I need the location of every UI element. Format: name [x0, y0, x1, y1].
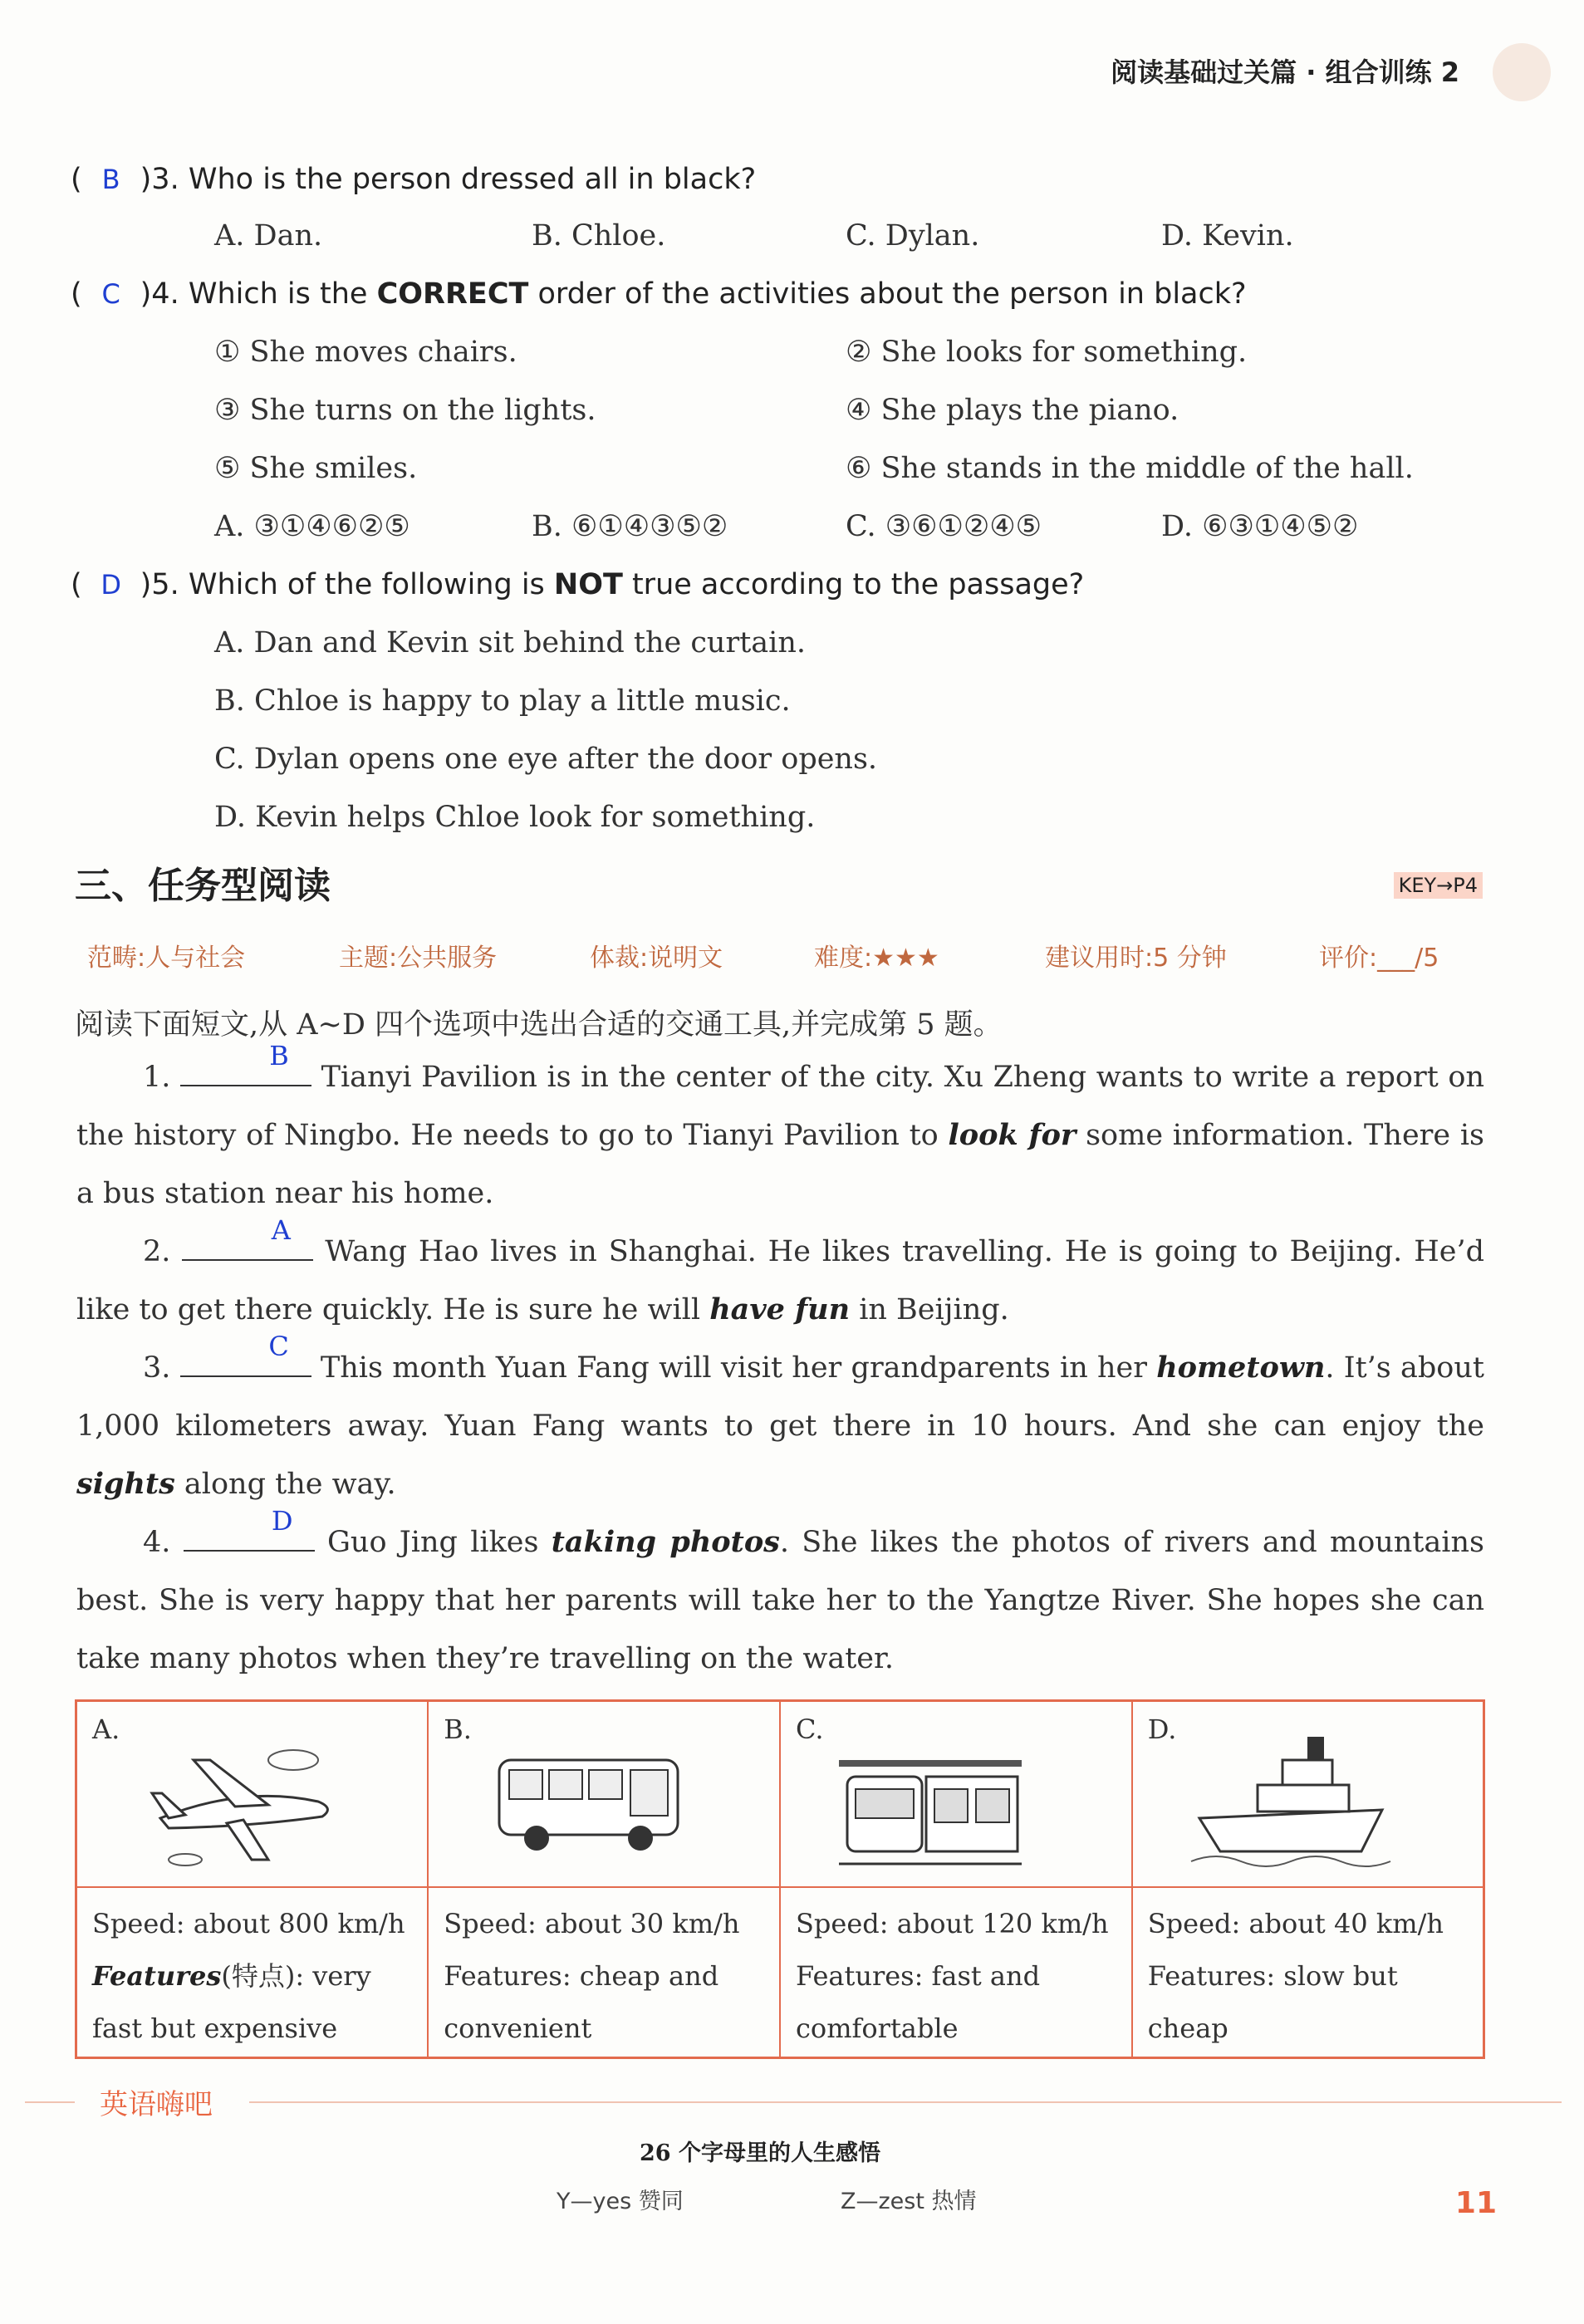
question-4: ( C )4. Which is the CORRECT order of the activities about the person in black?: [71, 277, 1247, 311]
passage-3: 3. C This month Yuan Fang will visit her grandparents in her hometown. It’s about 1,000 kilometers away. Yuan Fang wants to get there in 10 hours. And she can enjoy the sights along the way.: [76, 1331, 1484, 1501]
footer-title: 26 个字母里的人生感悟: [640, 2140, 880, 2166]
meta-category: 范畴:人与社会: [87, 944, 246, 973]
section-title: 三、任务型阅读: [75, 865, 331, 907]
page-number: 11: [1454, 2186, 1497, 2220]
answer-key-badge: KEY→P4: [1394, 872, 1483, 899]
meta-time: 建议用时:5 分钟: [1045, 944, 1227, 973]
option: D. Kevin helps Chloe look for something.: [214, 801, 816, 834]
ship-icon: [1183, 1727, 1399, 1876]
footer-rule-left: [25, 2101, 75, 2103]
airplane-icon: [144, 1735, 343, 1868]
question-5: ( D )5. Which of the following is NOT true according to the passage?: [71, 568, 1085, 601]
activity-item: ① She moves chairs.: [214, 336, 517, 369]
activity-item: ④ She plays the piano.: [846, 394, 1179, 427]
option-b-picture-cell: B.: [428, 1701, 780, 1888]
option: A. Dan.: [214, 219, 323, 253]
activity-item: ② She looks for something.: [846, 336, 1248, 369]
option: A. Dan and Kevin sit behind the curtain.: [214, 626, 806, 659]
blank-3: C: [180, 1351, 311, 1377]
meta-score: 评价:___/5: [1319, 944, 1439, 973]
option: C. ③⑥①②④⑤: [846, 510, 1042, 543]
activity-item: ⑥ She stands in the middle of the hall.: [846, 452, 1414, 485]
option: D. Kevin.: [1161, 219, 1294, 253]
transport-options-table: [75, 1699, 1485, 2059]
footer-z-entry: Z—zest 热情: [841, 2189, 977, 2214]
option: C. Dylan.: [846, 219, 980, 253]
activity-item: ③ She turns on the lights.: [214, 394, 596, 427]
answer-4: C: [101, 278, 120, 310]
option-d-info: Speed: about 40 km/h Features: slow but cheap: [1132, 1887, 1484, 2058]
activity-item: ⑤ She smiles.: [214, 452, 418, 485]
option-c-info: Speed: about 120 km/h Features: fast and comfortable: [780, 1887, 1132, 2058]
answer-3: B: [101, 164, 120, 195]
option: B. Chloe.: [532, 219, 666, 253]
meta-genre: 体裁:说明文: [590, 944, 723, 973]
option: A. ③①④⑥②⑤: [214, 510, 410, 543]
option: B. Chloe is happy to play a little music.: [214, 684, 791, 718]
passage-2: 2. A Wang Hao lives in Shanghai. He likes travelling. He is going to Beijing. He’d like to get there quickly. He is sure he will have fun in Beijing.: [76, 1214, 1484, 1326]
option-b-info: Speed: about 30 km/h Features: cheap and convenient: [428, 1887, 780, 2058]
option: B. ⑥①④③⑤②: [532, 510, 728, 543]
passage-4: 4. D Guo Jing likes taking photos. She likes the photos of rivers and mountains best. She is very happy that her parents will take her to the Yangtze River. She hopes she can take many photos when they’re travelling on the water.: [76, 1505, 1484, 1675]
train-icon: [831, 1743, 1030, 1876]
blank-1: B: [180, 1060, 311, 1086]
option-c-picture-cell: C.: [780, 1701, 1132, 1888]
blank-2: A: [182, 1234, 313, 1261]
page-header-title: 阅读基础过关篇 · 组合训练 2: [1111, 56, 1459, 88]
option-d-picture-cell: D.: [1132, 1701, 1484, 1888]
option-a-picture-cell: A.: [76, 1701, 429, 1888]
passage-1: 1. B Tianyi Pavilion is in the center of the city. Xu Zheng wants to write a report on the history of Ningbo. He needs to go to Tianyi Pavilion to look for some information. There is a bus station near his home.: [76, 1040, 1484, 1210]
answer-5: D: [101, 569, 121, 601]
meta-difficulty: 难度:★★★: [814, 944, 939, 973]
option: D. ⑥③①④⑤②: [1161, 510, 1359, 543]
meta-topic: 主题:公共服务: [339, 944, 498, 973]
footer-y-entry: Y—yes 赞同: [557, 2189, 684, 2214]
corner-seal-icon: [1493, 43, 1551, 101]
option-a-info: Speed: about 800 km/h Features(特点): very fast but expensive: [76, 1887, 429, 2058]
instruction: 阅读下面短文,从 A~D 四个选项中选出合适的交通工具,并完成第 5 题。: [75, 1008, 1003, 1042]
footer-rule-right: [249, 2101, 1562, 2103]
option: C. Dylan opens one eye after the door opens.: [214, 743, 878, 776]
bus-icon: [491, 1752, 690, 1860]
blank-4: D: [184, 1525, 315, 1552]
question-3-stem: Who is the person dressed all in black?: [188, 163, 757, 196]
footer-brand: 英语嗨吧: [100, 2088, 213, 2121]
question-3: ( B )3. Who is the person dressed all in black?: [71, 163, 757, 196]
